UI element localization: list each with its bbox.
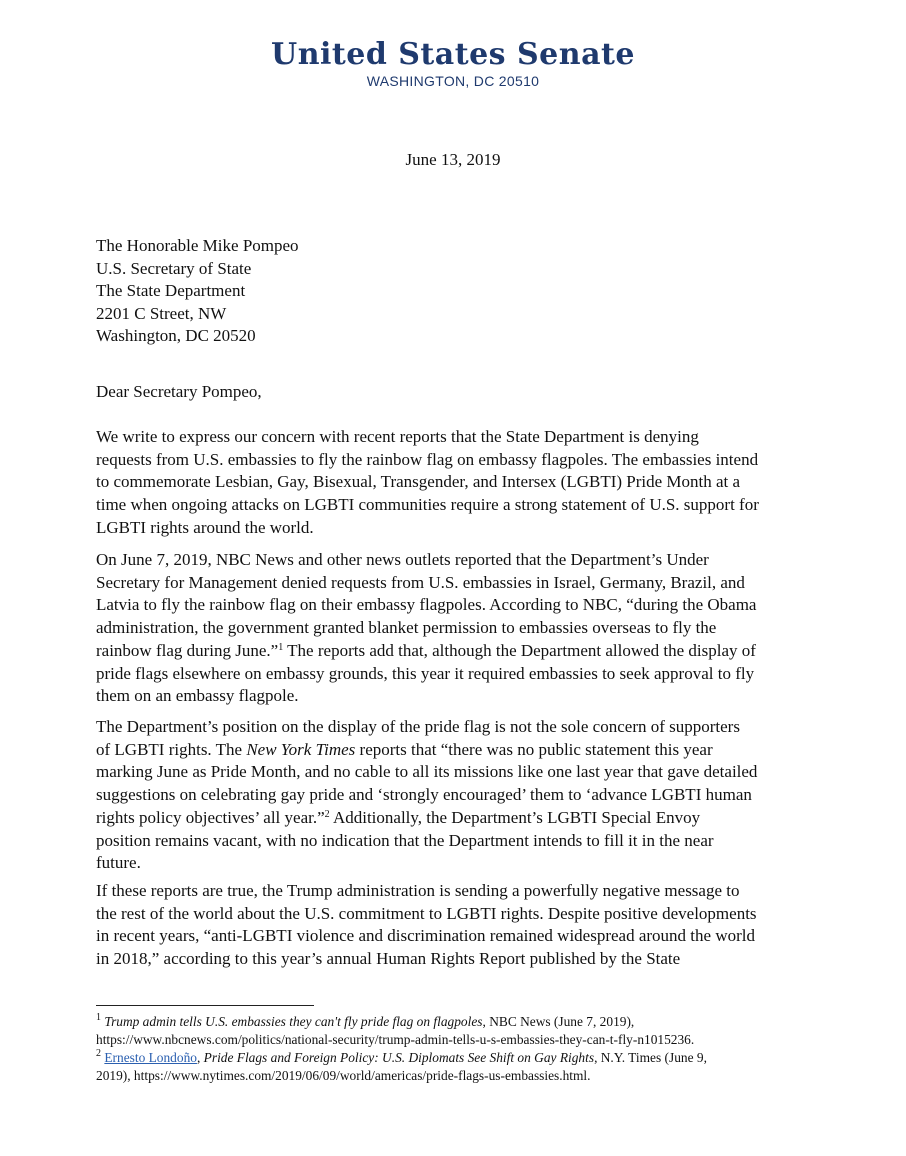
footnote-divider [96,1005,314,1006]
address-line: The State Department [96,281,246,301]
text-line: Latvia to fly the rainbow flag on their embassy flagpoles. According to NBC, “during the Obama [96,595,757,615]
footnote-title: Pride Flags and Foreign Policy: U.S. Diplomats See Shift on Gay Rights [203,1050,595,1065]
text-line: future. [96,853,141,873]
footnote-number: 1 [96,1012,101,1023]
text-segment: reports that “there was no public statement this year [355,739,713,759]
recipient-address [96,235,299,348]
text-line: If these reports are true, the Trump administration is sending a powerfully negative message to [96,881,740,900]
footnote-text: , [196,1050,204,1065]
text-segment: rainbow flag during June.” [96,640,279,660]
letterhead-title: United States Senate [271,37,635,72]
salutation: Dear Secretary Pompeo, [96,382,262,401]
letter-date: June 13, 2019 [405,150,501,169]
footnote-1-url: https://www.nbcnews.com/politics/national-security/trump-admin-tells-u-s-embassies-they-can-t-fly-n1015236. [96,1032,695,1047]
text-line: The Department’s position on the display of the pride flag is not the sole concern of supporters [96,717,740,736]
footnotes [96,1013,816,1085]
text-line: We write to express our concern with recent reports that the State Department is denying [96,427,699,446]
text-line: Secretary for Management denied requests from U.S. embassies in Israel, Germany, Brazil, and [96,572,745,592]
text-line: requests from U.S. embassies to fly the rainbow flag on embassy flagpoles. The embassies intend [96,449,759,469]
address-line: The Honorable Mike Pompeo [96,236,299,255]
text-line: administration, the government granted blanket permission to embassies overseas to fly the [96,618,717,638]
publication-name: New York Times [246,739,356,759]
author-link[interactable]: Ernesto Londoño [104,1050,197,1065]
text-segment: of LGBTI rights. The [96,739,247,759]
footnote-2-url: 2019), https://www.nytimes.com/2019/06/09/world/americas/pride-flags-us-embassies.html. [96,1068,591,1083]
text-line: time when ongoing attacks on LGBTI communities require a strong statement of U.S. support for [96,495,759,515]
text-line: position remains vacant, with no indication that the Department intends to fill it in the near [96,830,714,850]
text-segment: rights policy objectives’ all year.” [96,807,325,827]
text-line: them on an embassy flagpole. [96,686,299,706]
text-line: LGBTI rights around the world. [96,517,314,537]
text-line [96,739,816,762]
text-line: to commemorate Lesbian, Gay, Bisexual, Transgender, and Intersex (LGBTI) Pride Month at a [96,472,741,492]
footnote-ref-2: 2 [324,808,330,820]
address-line: 2201 C Street, NW [96,303,227,323]
paragraph-4 [96,880,816,971]
text-segment: Additionally, the Department’s LGBTI Special Envoy [329,807,701,827]
text-line: On June 7, 2019, NBC News and other news outlets reported that the Department’s Under [96,550,709,569]
text-line: in 2018,” according to this year’s annual Human Rights Report published by the State [96,949,681,969]
text-line: marking June as Pride Month, and no cable to all its missions like one last year that gave detailed [96,762,758,782]
footnote-1 [96,1013,816,1031]
footnote-text: , N.Y. Times (June 9, [594,1050,707,1065]
text-line: in recent years, “anti-LGBTI violence and discrimination remained widespread around the world [96,926,755,946]
footnote-title: Trump admin tells U.S. embassies they can't fly pride flag on flagpoles [104,1014,483,1029]
text-line [96,640,816,663]
paragraph-2 [96,549,816,708]
letterhead-subtitle: WASHINGTON, DC 20510 [366,73,540,89]
paragraph-1 [96,426,816,540]
letterhead [0,38,906,90]
text-line: suggestions on celebrating gay pride and ‘strongly encouraged’ them to ‘advance LGBTI human [96,785,752,805]
text-line: the rest of the world about the U.S. commitment to LGBTI rights. Despite positive developments [96,903,757,923]
footnote-text: , NBC News (June 7, 2019), [482,1014,635,1029]
footnote-number: 2 [96,1048,101,1059]
text-line: pride flags elsewhere on embassy grounds, this year it required embassies to seek approval to fly [96,663,755,683]
address-line: Washington, DC 20520 [96,326,256,346]
footnote-ref-1: 1 [278,641,284,653]
footnote-2 [96,1049,816,1067]
text-line [96,807,816,830]
text-segment: The reports add that, although the Department allowed the display of [283,640,756,660]
address-line: U.S. Secretary of State [96,258,252,278]
paragraph-3 [96,716,816,875]
